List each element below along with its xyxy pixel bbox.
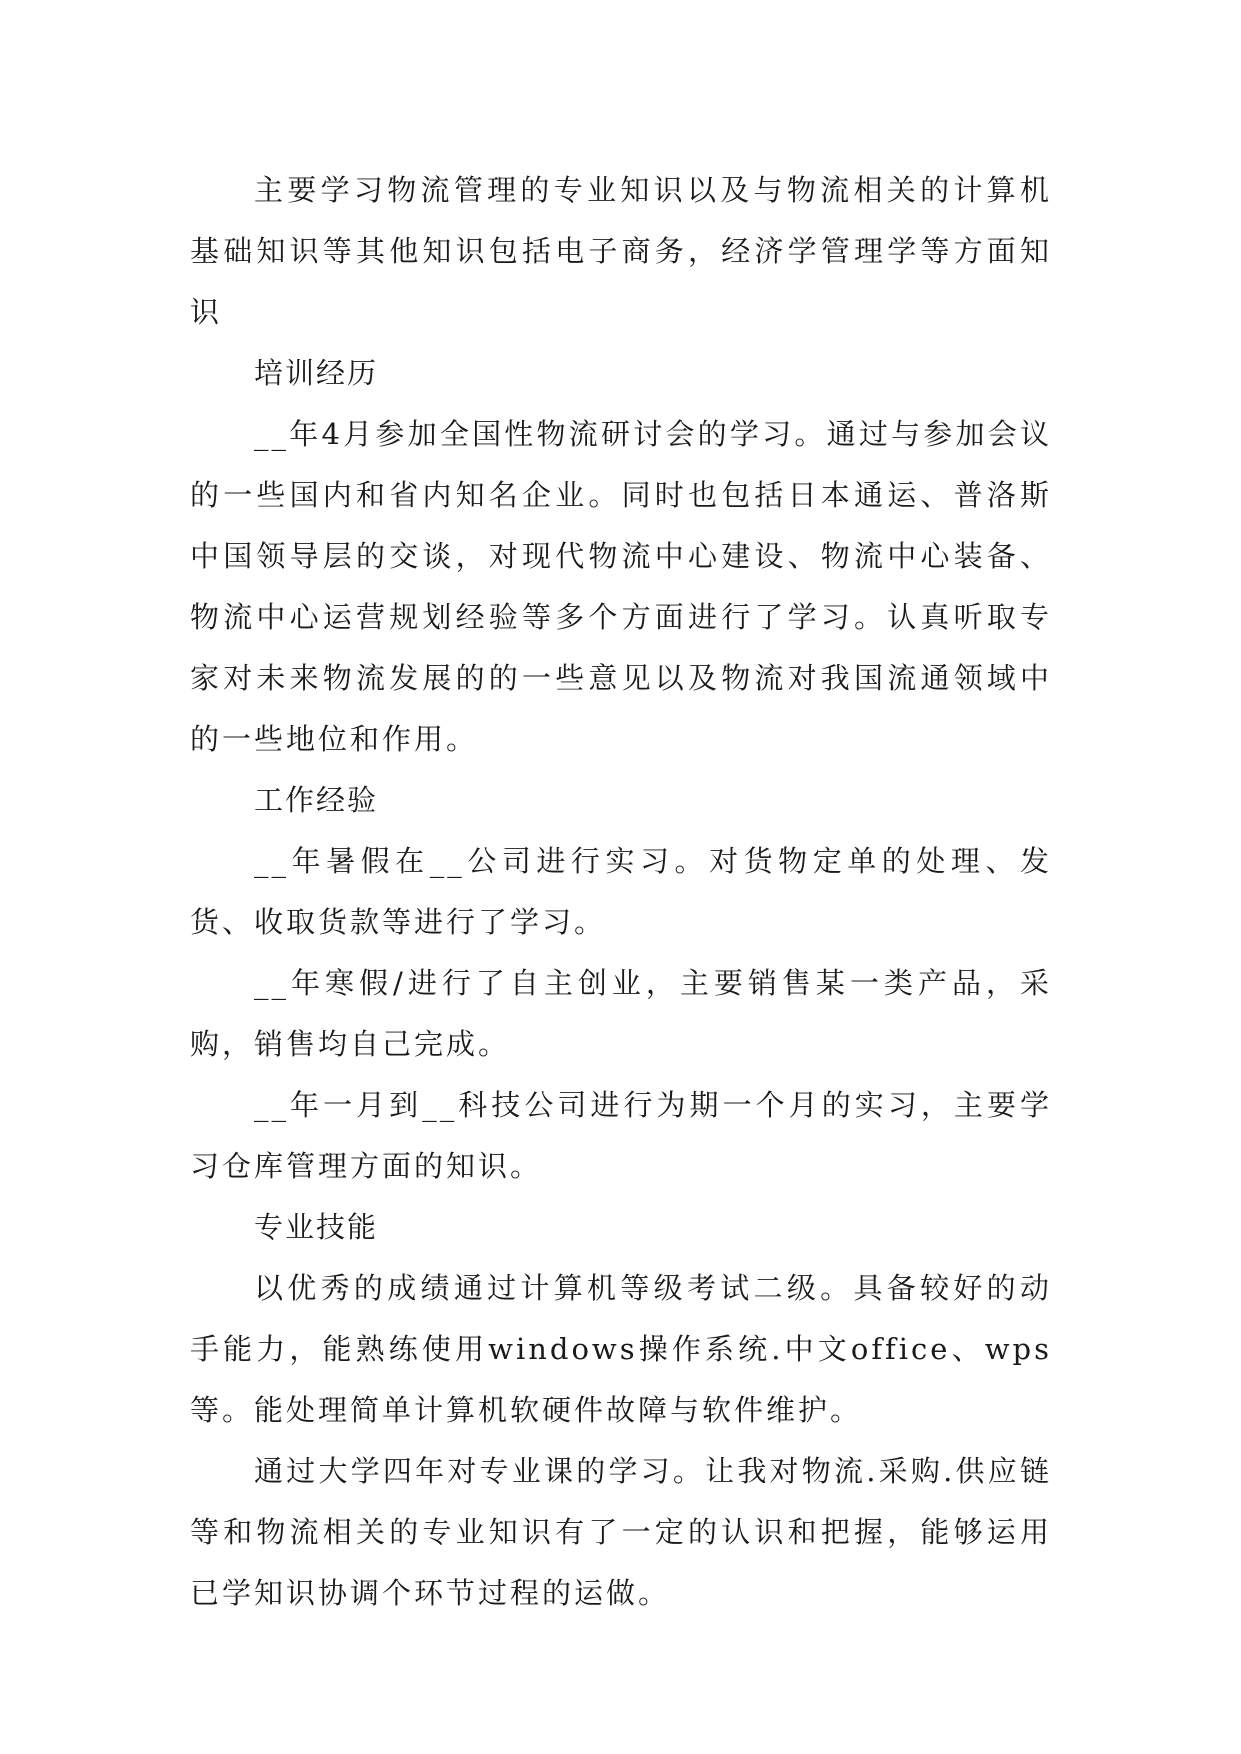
paragraph-computer-skills: 以优秀的成绩通过计算机等级考试二级。具备较好的动手能力，能熟练使用windows操作系统.中文office、wps等。能处理简单计算机软硬件故障与软件维护。: [190, 1271, 1052, 1427]
section-heading-work-experience: 工作经验: [254, 783, 379, 817]
paragraph-study-overview: 主要学习物流管理的专业知识以及与物流相关的计算机基础知识等其他知识包括电子商务，经济学管理学等方面知识: [190, 173, 1052, 329]
paragraph-professional-knowledge: 通过大学四年对专业课的学习。让我对物流.采购.供应链等和物流相关的专业知识有了一定的认识和把握，能够运用已学知识协调个环节过程的运做。: [190, 1454, 1052, 1610]
document-body: [190, 160, 1052, 1624]
paragraph-winter-startup: __年寒假/进行了自主创业，主要销售某一类产品，采购，销售均自己完成。: [190, 966, 1052, 1061]
paragraph-summer-internship: __年暑假在__公司进行实习。对货物定单的处理、发货、收取货款等进行了学习。: [190, 844, 1052, 939]
paragraph-tech-internship: __年一月到__科技公司进行为期一个月的实习，主要学习仓库管理方面的知识。: [190, 1088, 1052, 1183]
section-heading-skills: 专业技能: [254, 1210, 379, 1244]
section-heading-training: 培训经历: [254, 356, 379, 390]
paragraph-training-seminar: __年4月参加全国性物流研讨会的学习。通过与参加会议的一些国内和省内知名企业。同时也包括日本通运、普洛斯中国领导层的交谈，对现代物流中心建设、物流中心装备、物流中心运营规划经验等多个方面进行了学习。认真听取专家对未来物流发展的的一些意见以及物流对我国流通领域中的一些地位和作用。: [190, 417, 1052, 756]
